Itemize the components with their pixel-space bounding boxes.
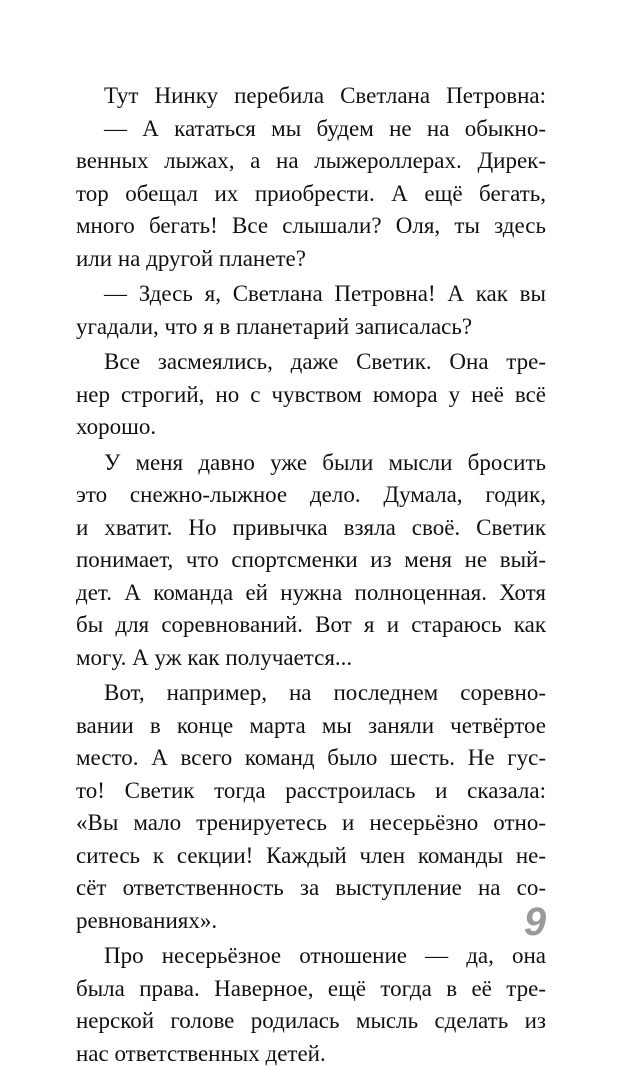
body-text <box>76 80 546 1070</box>
text-line: это снежно-лыжное дело. Думала, годик, <box>76 479 546 512</box>
text-line: бы для соревнований. Вот я и стараюсь как <box>76 609 546 642</box>
text-line: — А кататься мы будем не на обыкно- <box>76 113 546 146</box>
text-line: Про несерьёзное отношение — да, она <box>76 940 546 973</box>
page-number: 9 <box>520 902 550 942</box>
text-line: место. А всего команд было шесть. Не гус- <box>76 742 546 775</box>
text-line: или на другой планете? <box>76 243 546 276</box>
text-line: дет. А команда ей нужна полноценная. Хотя <box>76 577 546 610</box>
text-line: сёт ответственность за выступление на со- <box>76 872 546 905</box>
text-line: Тут Нинку перебила Светлана Петровна: <box>76 80 546 113</box>
text-line: вании в конце марта мы заняли четвёртое <box>76 710 546 743</box>
text-line: У меня давно уже были мысли бросить <box>76 447 546 480</box>
text-line: понимает, что спортсменки из меня не вый- <box>76 544 546 577</box>
text-line: угадали, что я в планетарий записалась? <box>76 311 546 344</box>
text-line: и хватит. Но привычка взяла своё. Светик <box>76 512 546 545</box>
text-line: много бегать! Все слышали? Оля, ты здесь <box>76 210 546 243</box>
text-line: могу. А уж как получается... <box>76 642 546 675</box>
text-line: нас ответственных детей. <box>76 1038 546 1070</box>
text-line: Все засмеялись, даже Светик. Она тре- <box>76 346 546 379</box>
text-line: — Здесь я, Светлана Петровна! А как вы <box>76 278 546 311</box>
text-line: нер строгий, но с чувством юмора у неё всё <box>76 379 546 412</box>
text-line: нерской голове родилась мысль сделать из <box>76 1005 546 1038</box>
text-line: тор обещал их приобрести. А ещё бегать, <box>76 178 546 211</box>
text-line: Вот, например, на последнем соревно- <box>76 677 546 710</box>
text-line: ревнованиях». <box>76 905 546 938</box>
text-line: ситесь к секции! Каждый член команды не- <box>76 840 546 873</box>
text-line: была права. Наверное, ещё тогда в её тре- <box>76 973 546 1006</box>
text-line: «Вы мало тренируетесь и несерьёзно отно- <box>76 807 546 840</box>
text-line: венных лыжах, а на лыжероллерах. Дирек- <box>76 145 546 178</box>
text-line: то! Светик тогда расстроилась и сказала: <box>76 775 546 808</box>
text-line: хорошо. <box>76 411 546 444</box>
